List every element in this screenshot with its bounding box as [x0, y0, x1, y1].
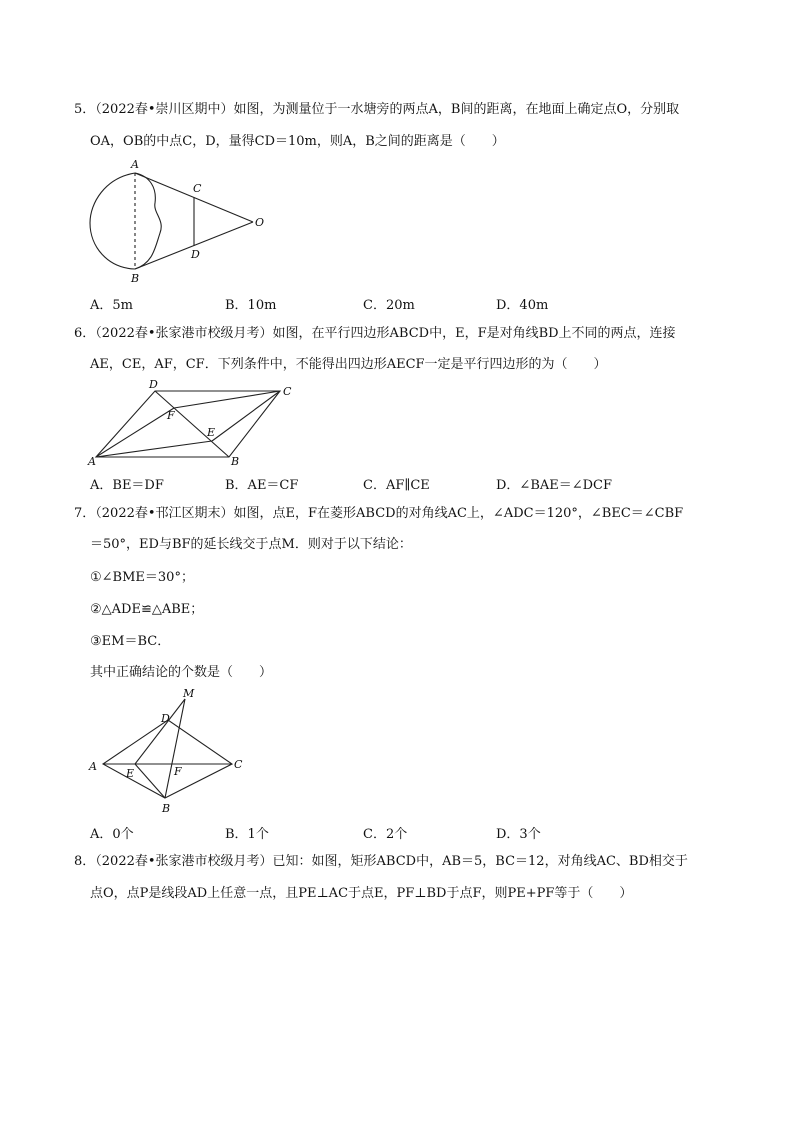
q6-text-line1: 6．（2022春•张家港市校级月考）如图，在平行四边形ABCD中，E，F是对角线BD上不同的两点，连接: [74, 326, 676, 341]
q7-label-M: M: [183, 687, 195, 700]
q6-label-C: C: [283, 385, 292, 398]
q6-option-d[interactable]: D．∠BAE＝∠DCF: [496, 478, 613, 493]
q6-option-b[interactable]: B．AE＝CF: [225, 478, 299, 493]
q5-text-line2: OA，OB的中点C，D，量得CD＝10m，则A，B之间的距离是（ ）: [90, 134, 505, 149]
q7-label-E: E: [126, 767, 135, 780]
q6-label-A: A: [88, 455, 96, 468]
q6-label-D: D: [149, 378, 158, 391]
q7-conclusion-1: ①∠BME＝30°；: [90, 570, 194, 585]
q5-option-d[interactable]: D．40m: [496, 298, 549, 313]
q7-segment-EM: [135, 699, 185, 764]
q7-label-C: C: [234, 758, 243, 771]
q7-label-D: D: [161, 712, 170, 725]
q7-label-F: F: [174, 765, 182, 778]
q5-option-c[interactable]: C．20m: [363, 298, 415, 313]
q5-label-C: C: [193, 182, 202, 195]
q7-label-B: B: [162, 802, 171, 815]
q5-label-B: B: [131, 272, 140, 285]
q6-label-E: E: [207, 426, 216, 439]
q5-pond-right-edge: [135, 173, 161, 269]
q7-option-b[interactable]: B．1个: [225, 827, 269, 842]
q6-text-line2: AE，CE，AF，CF．下列条件中，不能得出四边形AECF一定是平行四边形的为（ ）: [90, 357, 607, 372]
q6-label-F: F: [167, 409, 175, 422]
q8-text-line1: 8．（2022春•张家港市校级月考）已知：如图，矩形ABCD中，AB＝5，BC＝12，对角线AC、BD相交于: [74, 854, 688, 869]
q7-figure: [85, 688, 255, 818]
q8-text-line2: 点O，点P是线段AD上任意一点，且PE⊥AC于点E，PF⊥BD于点F，则PE+PF等于（ ）: [90, 886, 633, 901]
q7-conclusion-2: ②△ADE≌△ABE；: [90, 602, 204, 617]
q7-segment-BE: [135, 764, 165, 798]
q6-option-c[interactable]: C．AF∥CE: [363, 478, 430, 493]
q7-text-line1: 7．（2022春•邗江区期末）如图，点E，F在菱形ABCD的对角线AC上，∠ADC＝120°，∠BEC＝∠CBF: [74, 506, 684, 521]
q5-pond-outline: [90, 173, 135, 269]
q7-option-c[interactable]: C．2个: [363, 827, 408, 842]
q5-option-b[interactable]: B．10m: [225, 298, 277, 313]
q7-option-a[interactable]: A．0个: [90, 827, 134, 842]
q5-label-D: D: [191, 248, 200, 261]
q5-text-line1: 5．（2022春•崇川区期中）如图，为测量位于一水塘旁的两点A，B间的距离，在地面上确定点O，分别取: [74, 102, 680, 117]
q5-option-a[interactable]: A．5m: [90, 298, 133, 313]
q7-question: 其中正确结论的个数是（ ）: [90, 665, 273, 680]
q7-text-line2: ＝50°，ED与BF的延长线交于点M．则对于以下结论：: [90, 537, 412, 552]
q5-figure: [85, 158, 285, 288]
q5-label-A: A: [131, 158, 139, 171]
q6-option-a[interactable]: A．BE＝DF: [90, 478, 164, 493]
q7-label-A: A: [89, 760, 97, 773]
q6-segment-AF: [96, 408, 174, 457]
q6-figure: [85, 375, 305, 470]
q6-segment-AE: [96, 441, 212, 457]
q7-option-d[interactable]: D．3个: [496, 827, 541, 842]
q6-label-B: B: [231, 455, 240, 468]
q7-conclusion-3: ③EM＝BC．: [90, 634, 171, 649]
q6-segment-CE: [212, 391, 280, 441]
q6-segment-CF: [174, 391, 280, 408]
q6-parallelogram-ABCD: [96, 391, 280, 457]
q5-label-O: O: [255, 216, 265, 229]
